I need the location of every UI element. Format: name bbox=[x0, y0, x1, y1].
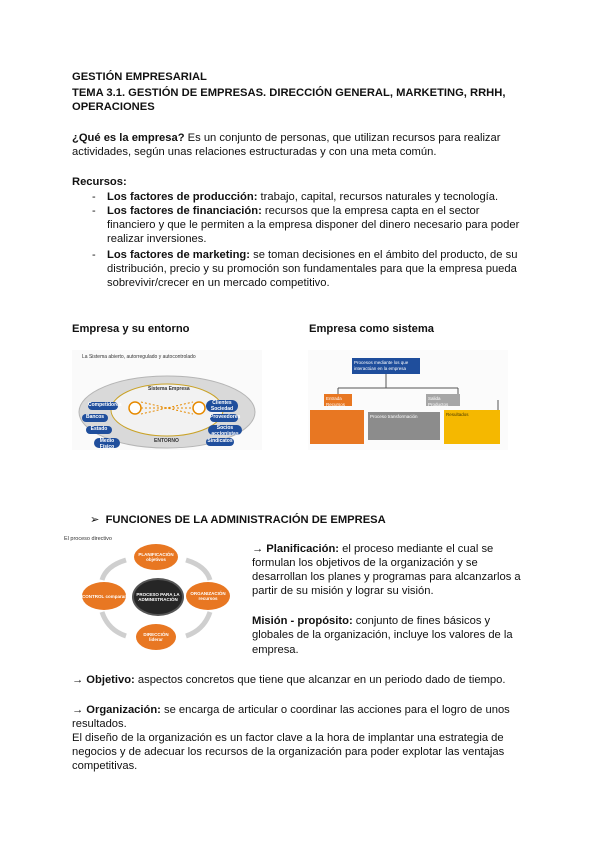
system-process-block: Proceso transformación bbox=[368, 412, 440, 440]
bullet-dash: - bbox=[92, 191, 96, 203]
resource-term-1: Los factores de producción: bbox=[107, 191, 258, 203]
env-node-unions: Sindicatos bbox=[207, 438, 233, 444]
env-node-shareholders: Socios accionistas bbox=[208, 425, 242, 435]
organization-text-1: se encarga de articular o coordinar las acciones para el logro de unos bbox=[160, 704, 510, 716]
planning-line2: formulan los objetivos de la organización y se bbox=[252, 557, 478, 569]
env-node-environment: Medio Físico bbox=[94, 438, 120, 448]
organization-line1 bbox=[72, 703, 510, 717]
resources-heading: Recursos: bbox=[72, 176, 127, 188]
system-resources-block bbox=[310, 410, 364, 444]
topic-title-line1: TEMA 3.1. GESTIÓN DE EMPRESAS. DIRECCIÓN GENERAL, MARKETING, RRHH, bbox=[72, 87, 506, 99]
organization-line3: El diseño de la organización es un factor clave a la hora de implantar una estrategia de bbox=[72, 732, 504, 744]
bullet-dash: - bbox=[92, 205, 96, 217]
cycle-planning-node: PLANIFICACIÓN objetivos bbox=[134, 544, 178, 570]
planning-term: → Planificación: bbox=[252, 543, 340, 555]
cycle-organization-node: ORGANIZACIÓN recursos bbox=[186, 582, 230, 610]
environment-diagram bbox=[72, 350, 262, 450]
organization-line4: negocios y de adecuar los recursos de la organización para poder explotar las ventajas bbox=[72, 746, 505, 758]
cycle-diagram-title: El proceso directivo bbox=[64, 536, 112, 542]
objective-term: → Objetivo: bbox=[72, 674, 135, 686]
system-output-box: Salida Productos bbox=[426, 394, 460, 406]
management-cycle-diagram bbox=[62, 536, 250, 654]
definition-term: ¿Qué es la empresa? bbox=[72, 132, 185, 144]
env-node-suppliers: Proveedores bbox=[210, 414, 241, 420]
env-outer-label: ENTORNO bbox=[154, 438, 179, 444]
resource-term-2: Los factores de financiación: bbox=[107, 205, 262, 217]
cycle-center-node: PROCESO PARA LA ADMINISTRACIÓN bbox=[132, 578, 184, 616]
organization-line5: competitivas. bbox=[72, 760, 138, 772]
mission-line2: globales de la organización, incluye los valores de la bbox=[252, 629, 513, 641]
functions-heading bbox=[90, 513, 386, 527]
system-input-box: Entrada Recursos bbox=[324, 394, 352, 406]
mission-line3: empresa. bbox=[252, 644, 299, 656]
system-top-box: Procesos mediante los que interactúan en la empresa bbox=[352, 358, 420, 374]
env-diagram-title: La Sistema abierto, autorregulado y autocontrolado bbox=[82, 354, 196, 360]
organization-term: → Organización: bbox=[72, 704, 161, 716]
resource-text-2c: realizar inversiones. bbox=[107, 233, 207, 245]
resource-text-1: trabajo, capital, recursos naturales y tecnología. bbox=[257, 191, 499, 203]
objective-text: aspectos concretos que tiene que alcanzar en un periodo dado de tiempo. bbox=[134, 674, 506, 686]
subject-title: GESTIÓN EMPRESARIAL bbox=[72, 71, 207, 83]
env-node-state: Estado bbox=[86, 426, 112, 434]
system-results-block: Resultados bbox=[444, 410, 500, 444]
env-node-banks: Bancos bbox=[82, 414, 108, 422]
topic-title-line2: OPERACIONES bbox=[72, 101, 155, 113]
mission-term: Misión - propósito: bbox=[252, 615, 353, 627]
organization-line2: resultados. bbox=[72, 718, 127, 730]
resource-text-2a: recursos que la empresa capta en el sector bbox=[261, 205, 480, 217]
functions-heading-text: FUNCIONES DE LA ADMINISTRACIÓN DE EMPRESA bbox=[105, 514, 386, 526]
resource-item-2 bbox=[107, 204, 479, 218]
figure-caption-right: Empresa como sistema bbox=[309, 323, 434, 335]
resource-item-3 bbox=[107, 248, 517, 262]
definition-text-1: Es un conjunto de personas, que utilizan recursos para realizar bbox=[184, 132, 501, 144]
definition-line2: actividades, según unas relaciones estructuradas y con una meta común. bbox=[72, 146, 437, 158]
resource-text-2b: financiero y que le permiten a la empresa disponer del dinero necesario para poder bbox=[107, 219, 520, 231]
cycle-control-node: CONTROL comparar bbox=[82, 582, 126, 610]
cycle-direction-node: DIRECCIÓN liderar bbox=[136, 624, 176, 650]
resource-text-3a: se toman decisiones en el ámbito del producto, de su bbox=[250, 249, 518, 261]
planning-text-1: el proceso mediante el cual se bbox=[339, 543, 494, 555]
system-diagram bbox=[308, 350, 508, 450]
figure-caption-left: Empresa y su entorno bbox=[72, 323, 190, 335]
arrow-bullet-icon: ➢ bbox=[90, 514, 100, 526]
definition-line1 bbox=[72, 131, 500, 145]
resource-item-1 bbox=[107, 190, 498, 204]
mission-text-1: conjunto de fines básicos y bbox=[352, 615, 491, 627]
objective-line bbox=[72, 673, 505, 687]
bullet-dash: - bbox=[92, 249, 96, 261]
resource-text-3b: distribución, precio y su promoción son fundamentales para que la empresa pueda bbox=[107, 263, 517, 275]
planning-line3: desarrollan los planes y programas para alcanzarlos a bbox=[252, 571, 521, 583]
resource-term-3: Los factores de marketing: bbox=[107, 249, 250, 261]
planning-line4: partir de su misión y lograr su visión. bbox=[252, 585, 434, 597]
planning-line1 bbox=[252, 542, 493, 556]
resource-text-3c: sobrevivir/crecer en un mercado competitivo. bbox=[107, 277, 330, 289]
mission-line1 bbox=[252, 614, 490, 628]
env-node-competitors: Competidores bbox=[88, 402, 122, 408]
env-node-clients: Clientes Sociedad bbox=[206, 400, 238, 412]
env-inner-label: Sistema Empresa bbox=[148, 386, 190, 392]
